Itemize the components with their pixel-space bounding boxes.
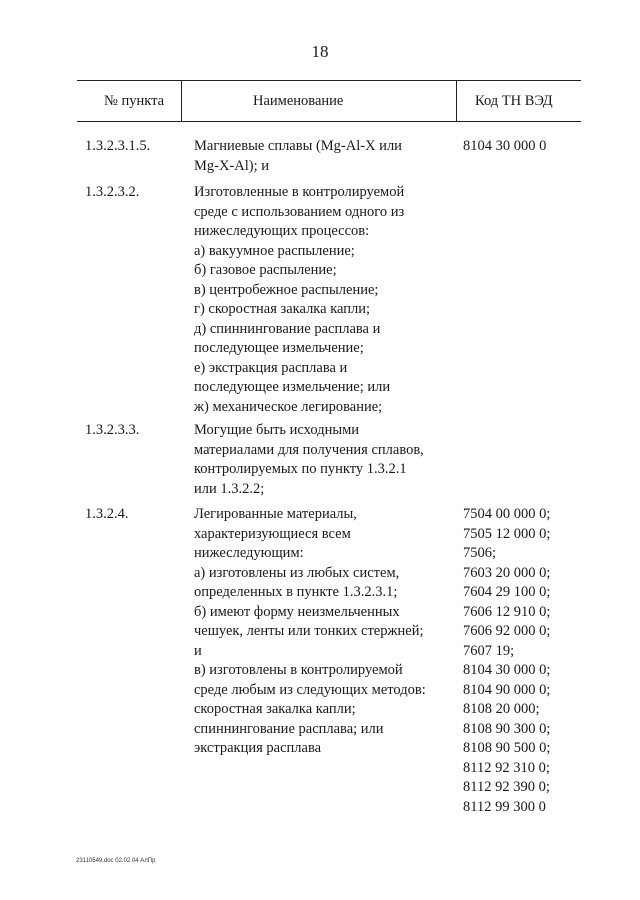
item-number: 1.3.2.3.2. [85,184,140,200]
code-line: 8108 20 000; [463,701,540,717]
code-line: 8104 30 000 0; [463,662,551,678]
name-line: в) изготовлены в контролируемой [194,662,403,678]
code-line: 8112 99 300 0 [463,798,546,815]
name-line: или 1.3.2.2; [194,480,265,497]
code-line: 7506; [463,545,497,561]
name-line: Легированные материалы, [194,506,357,522]
name-line: материалами для получения сплавов, [194,441,424,458]
name-line: б) имеют форму неизмельченных [194,603,400,620]
name-line: а) вакуумное распыление; [194,242,355,259]
item-number: 1.3.2.3.3. [85,422,140,438]
item-name [194,505,456,759]
name-line: нижеследующих процессов: [194,223,370,239]
header-name: Наименование [253,93,344,109]
code-line: 7606 92 000 0; [463,623,551,639]
code-line: 8108 90 300 0; [463,720,551,737]
code-line: 8112 92 310 0; [463,759,550,776]
name-line: спиннингование расплава; или [194,720,384,737]
name-line: Изготовленные в контролируемой [194,184,405,200]
code-line: 7505 12 000 0; [463,525,551,542]
item-number: 1.3.2.3.1.5. [85,138,151,154]
code-line: 8104 90 000 0; [463,681,551,698]
name-line: нижеследующим: [194,545,304,561]
code-line: 8108 90 500 0; [463,740,551,756]
item-codes [463,137,583,157]
name-line: б) газовое распыление; [194,262,337,278]
name-line: ж) механическое легирование; [194,398,383,415]
item-name [194,137,456,176]
code-line: 8104 30 000 0 [463,138,547,154]
table-header-bottom-border [77,121,581,122]
page-number: 18 [311,42,329,61]
code-line: 7504 00 000 0; [463,506,551,522]
name-line: среде с использованием одного из [194,203,405,220]
name-line: Mg-X-Al); и [194,157,270,174]
name-line: в) центробежное распыление; [194,281,379,298]
name-line: Могущие быть исходными [194,422,360,438]
document-footer: 23110549.doc 02.02.04 АлПр [76,858,156,864]
header-code: Код ТН ВЭД [475,93,553,109]
item-codes [463,505,583,817]
name-line: последующее измельчение; [194,340,364,356]
name-line: среде любым из следующих методов: [194,681,426,698]
name-line: скоростная закалка капли; [194,701,356,717]
code-line: 8112 92 390 0; [463,779,550,795]
code-line: 7604 29 100 0; [463,584,551,600]
name-line: Магниевые сплавы (Mg-Al-X или [194,138,402,154]
name-line: д) спиннингование расплава и [194,320,381,337]
name-line: контролируемых по пункту 1.3.2.1 [194,461,407,477]
header-divider-2 [456,80,457,122]
item-name [194,183,456,417]
name-line: е) экстракция расплава и [194,359,348,376]
header-divider-1 [181,80,182,122]
name-line: определенных в пункте 1.3.2.3.1; [194,584,398,600]
name-line: чешуек, ленты или тонких стержней; [194,623,424,639]
code-line: 7606 12 910 0; [463,603,551,620]
name-line: характеризующиеся всем [194,525,351,542]
name-line: последующее измельчение; или [194,379,391,395]
table-header-top-border [77,80,581,81]
name-line: г) скоростная закалка капли; [194,301,371,317]
item-name [194,421,456,499]
name-line: и [194,642,202,659]
code-line: 7607 19; [463,642,515,659]
header-item-number: № пункта [104,93,165,109]
item-number: 1.3.2.4. [85,506,129,522]
code-line: 7603 20 000 0; [463,564,551,581]
name-line: экстракция расплава [194,740,322,756]
name-line: а) изготовлены из любых систем, [194,564,400,581]
